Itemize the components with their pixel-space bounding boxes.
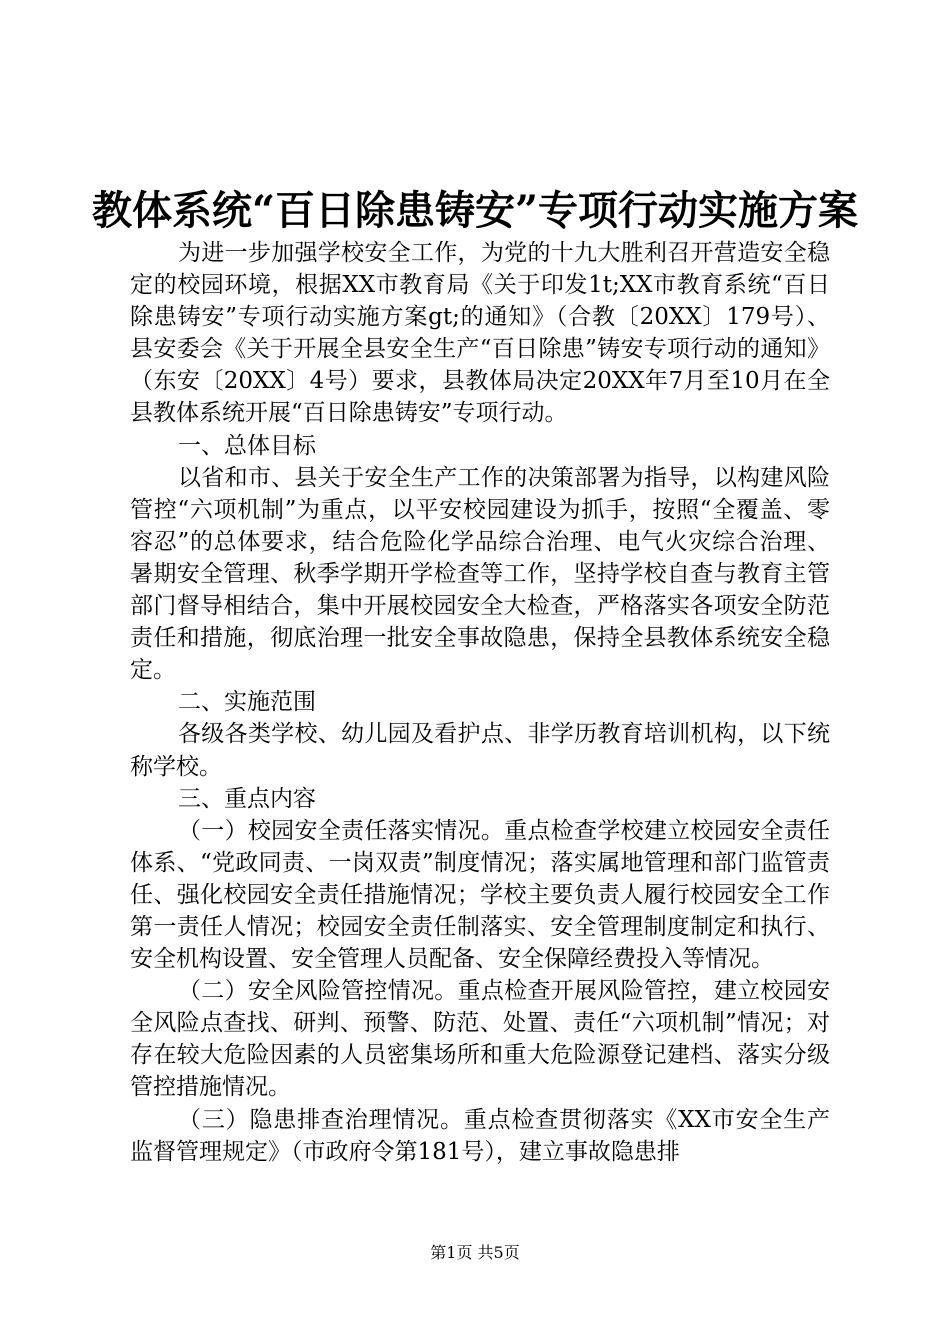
key-content-item-1: （一）校园安全责任落实情况。重点检查学校建立校园安全责任体系、“党政同责、一岗双责”制度情况；落实属地管理和部门监管责任、强化校园安全责任措施情况；学校主要负责人履行校园安全工作第一责任人情况；校园安全责任制落实、安全管理制度制定和执行、安全机构设置、安全管理人员配备、安全保障经费投入等情况。: [130, 817, 830, 973]
goals-paragraph: 以省和市、县关于安全生产工作的决策部署为指导，以构建风险管控“六项机制”为重点，以平安校园建设为抓手，按照“全覆盖、零容忍”的总体要求，结合危险化学品综合治理、电气火灾综合治理、暑期安全管理、秋季学期开学检查等工作，坚持学校自查与教育主管部门督导相结合，集中开展校园安全大检查，严格落实各项安全防范责任和措施，彻底治理一批安全事故隐患，保持全县教体系统安全稳定。: [130, 464, 830, 684]
section-heading-scope: 二、实施范围: [178, 689, 316, 716]
section-heading-goals: 一、总体目标: [178, 432, 316, 459]
document-title: 教体系统“百日除患铸安”专项行动实施方案: [91, 187, 858, 234]
section-heading-key-content: 三、重点内容: [178, 785, 316, 812]
intro-paragraph: 为进一步加强学校安全工作，为党的十九大胜利召开营造安全稳定的校园环境，根据XX市教育局《关于印发1t;XX市教育系统“百日除患铸安”专项行动实施方案gt;的通知》（合教〔20XX〕179号）、县安委会《关于开展全县安全生产“百日除患”铸安专项行动的通知》（东安〔20XX〕4号）要求，县教体局决定20XX年7月至10月在全县教体系统开展“百日除患铸安”专项行动。: [130, 240, 830, 427]
scope-paragraph: 各级各类学校、幼儿园及看护点、非学历教育培训机构，以下统称学校。: [130, 721, 830, 780]
key-content-item-2: （二）安全风险管控情况。重点检查开展风险管控，建立校园安全风险点查找、研判、预警、防范、处置、责任“六项机制”情况；对存在较大危险因素的人员密集场所和重大危险源登记建档、落实分级管控措施情况。: [130, 978, 830, 1101]
key-content-item-3: （三）隐患排查治理情况。重点检查贯彻落实《XX市安全生产监督管理规定》（市政府令第181号），建立事故隐患排: [130, 1106, 830, 1165]
document-body: [130, 237, 830, 1168]
page-footer: 第1页 共5页: [430, 1243, 520, 1262]
